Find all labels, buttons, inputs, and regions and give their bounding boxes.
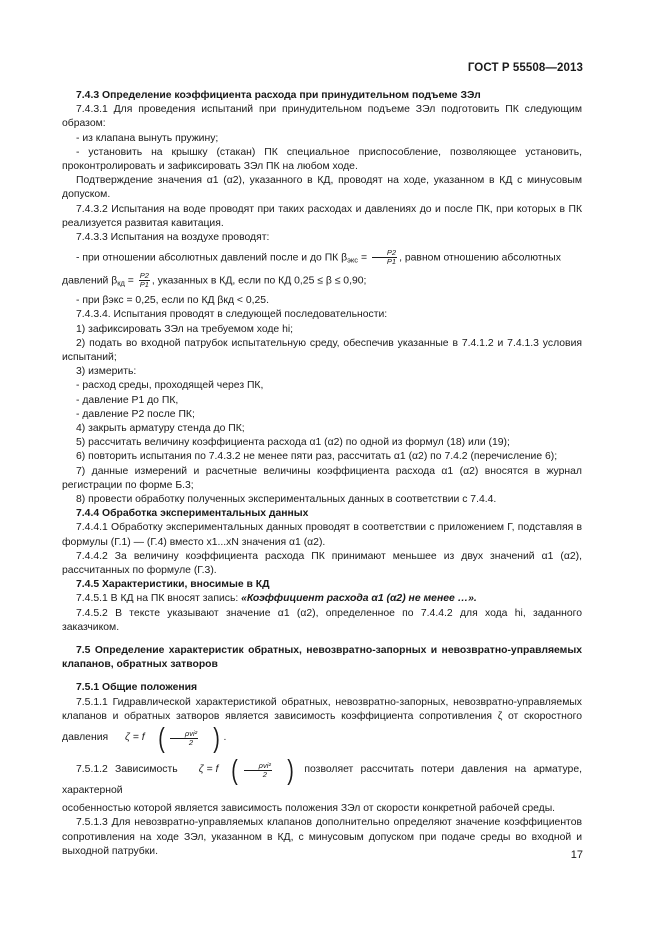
standard-number: ГОСТ Р 55508—2013	[467, 62, 583, 74]
list-item: - давление P1 до ПК,	[76, 394, 179, 406]
pressure-ratio-fraction: $\frac{P2}{P1}$	[139, 270, 149, 289]
formula-paragraph: давлений $\beta_{кд}$ = $\frac{P2}{P1}$ , указанных в КД, если по КД 0,25 ≤ β ≤ 0,90;	[62, 270, 367, 289]
section-7-4-3-title: 7.4.3 Определение коэффициента расхода при принудительном подъеме ЗЭл	[76, 90, 481, 101]
paragraph: - из клапана вынуть пружину;	[76, 132, 219, 144]
section-7-5-title: 7.5 Определение характеристик обратных, невозвратно-запорных и невозвратно-управляемых клапанов, обратных затворов	[62, 645, 582, 671]
formula-paragraph: - при отношении абсолютных давлений после и до ПК $\beta_{экс}$ = $\frac{P2}{P1}$ , равном отношению абсолютных	[76, 248, 561, 267]
list-item: 5) рассчитать величину коэффициента расхода α1 (α2) по одной из формул (18) или (19);	[76, 437, 510, 449]
list-item: 2) подать во входной патрубок испытательную среду, обеспечив указанные в 7.4.1.2 и 7.4.1.3 условия испытаний;	[62, 337, 582, 363]
list-item: 1) зафиксировать ЗЭл на требуемом ходе hi;	[76, 323, 294, 335]
list-item: 6) повторить испытания по 7.4.3.2 не менее пяти раз, рассчитать α1 (α2) по 7.4.2 (перечисление 6);	[76, 451, 558, 463]
paragraph: 7.4.3.4. Испытания проводят в следующей последовательности:	[76, 309, 388, 321]
zeta-formula: ζ = f ( $\frac{\text{ρvi²}}{2}$ )	[198, 754, 294, 786]
paragraph: 7.4.3.1 Для проведения испытаний при принудительном подъеме ЗЭл подготовить ПК следующим образом:	[62, 104, 582, 130]
page-number: 17	[570, 849, 583, 861]
list-item: 7) данные измерений и расчетные величины коэффициента расхода α1 (α2) вносятся в журнал регистрации по форме Б.3;	[62, 465, 582, 491]
paragraph: - при βэкс = 0,25, если по КД βкд < 0,25.	[76, 295, 269, 307]
paragraph: особенностью которой является зависимость положения ЗЭл от скорости конкретной рабочей среды.	[62, 803, 556, 815]
list-item: - давление P2 после ПК;	[76, 408, 195, 420]
paragraph: 7.4.4.2 За величину коэффициента расхода ПК принимают меньшее из двух значений α1 (α2), рассчитанных по формуле (Г.3).	[62, 550, 582, 576]
list-item: - расход среды, проходящей через ПК,	[76, 380, 264, 392]
paragraph: 7.5.1.1 Гидравлической характеристикой обратных, невозвратно-запорных, невозвратно-управляемых клапанов и обратных затворов является зависимость коэффициента сопротивления ζ от скоростного давления ζ = f ( $\frac{\text{ρvi²}}{2}$ ) .	[62, 696, 582, 754]
paragraph: - установить на крышку (стакан) ПК специальное приспособление, позволяющее установить, проконтролировать и зафиксировать ЗЭл ПК на любом ходе.	[62, 146, 582, 173]
section-7-5-1-title: 7.5.1 Общие положения	[76, 682, 198, 694]
zeta-formula: ζ = f ( $\frac{\text{ρvi²}}{2}$ )	[125, 722, 220, 754]
paragraph: Подтверждение значения α1 (α2), указанного в КД, проводят на ходе, указанном в КД с минусовым допуском.	[62, 175, 582, 201]
paragraph: 7.5.1.2 Зависимость ζ = f ( $\frac{\text{ρvi²}}{2}$ ) позволяет рассчитать потери давления на арматуре, характерной	[62, 754, 583, 797]
paragraph: 7.4.5.2 В тексте указывают значение α1 (α2), определенное по 7.4.4.2 для хода hi, заданного заказчиком.	[62, 607, 582, 633]
section-7-4-4-title: 7.4.4 Обработка экспериментальных данных	[76, 508, 309, 520]
pressure-ratio-fraction: $\frac{P2}{P1}$	[372, 249, 397, 266]
paragraph: 7.4.5.1 В КД на ПК вносят запись: «Коэффициент расхода α1 (α2) не менее …».	[76, 593, 477, 605]
list-item: 8) провести обработку полученных экспериментальных данных в соответствии с 7.4.4.	[76, 493, 497, 505]
page-body	[62, 89, 582, 859]
paragraph: 7.5.1.3 Для невозвратно-управляемых клапанов дополнительно определяют значение коэффициентов сопротивления на ходе ЗЭл, указанном в КД, с минусовым допуском при подаче среды во входной и выходной патрубки.	[62, 817, 582, 857]
list-item: 4) закрыть арматуру стенда до ПК;	[76, 422, 245, 434]
list-item: 3) измерить:	[76, 366, 137, 378]
paragraph: 7.4.3.2 Испытания на воде проводят при таких расходах и давлениях до и после ПК, при которых в ПК реализуется развитая кавитация.	[62, 203, 582, 229]
section-7-4-5-title: 7.4.5 Характеристики, вносимые в КД	[76, 579, 270, 591]
paragraph: 7.4.3.3 Испытания на воздухе проводят:	[76, 232, 270, 244]
paragraph: 7.4.4.1 Обработку экспериментальных данных проводят в соответствии с приложением Г, подставляя в формулы (Г.1) — (Г.4) вместо x1...xN значения α1 (α2).	[62, 522, 582, 548]
